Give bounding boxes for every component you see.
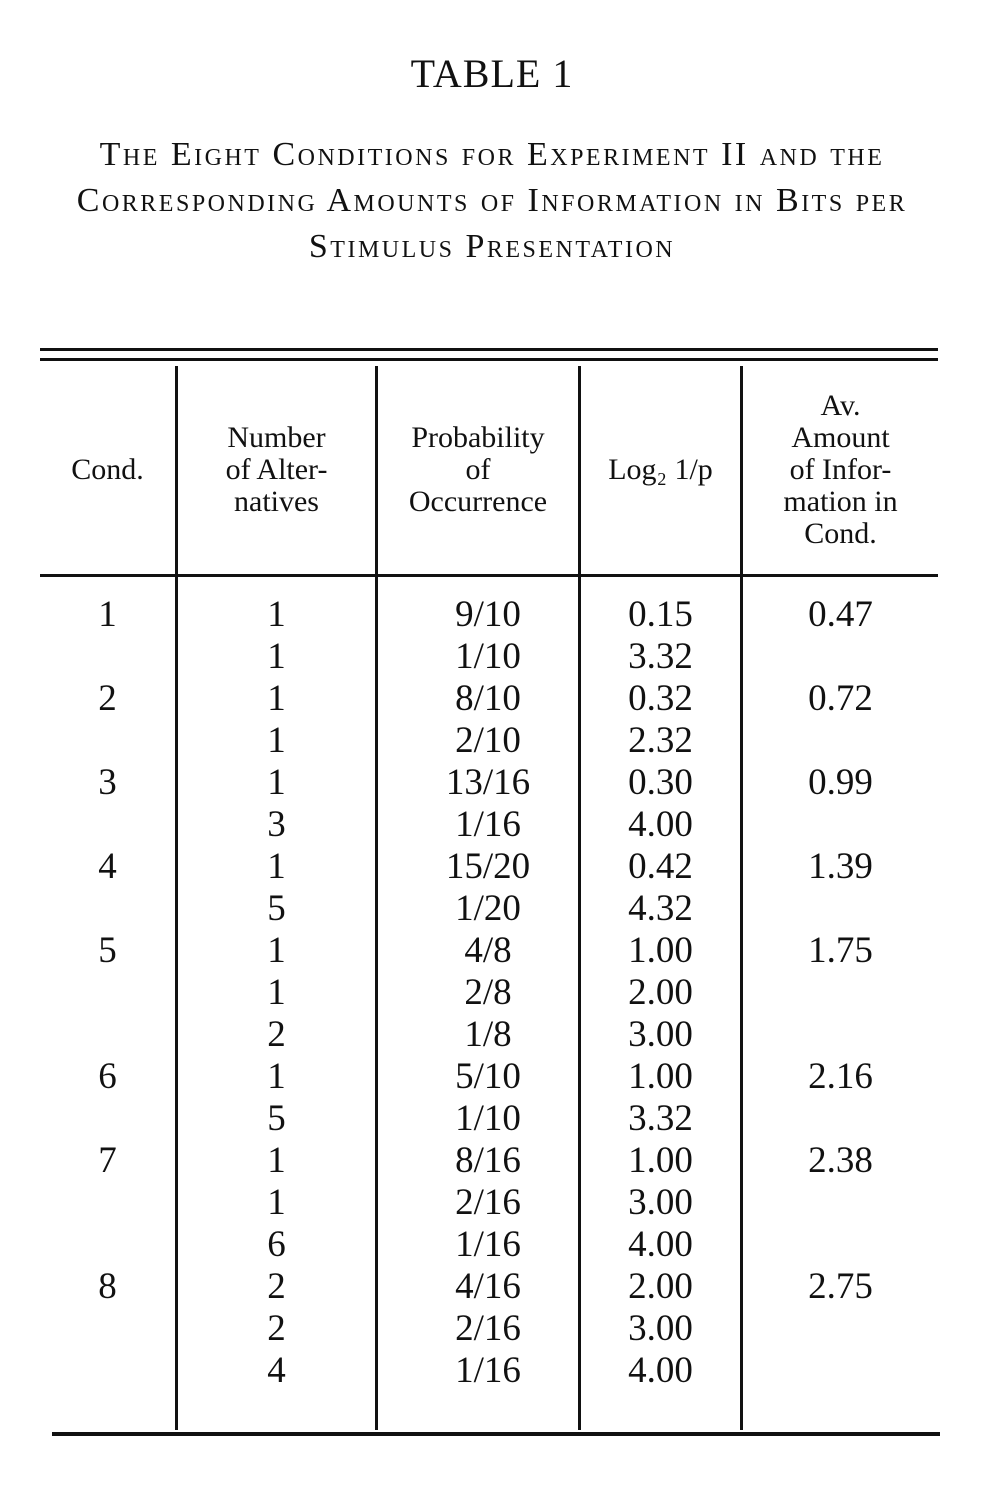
table-cell-prob: 2/8 — [464, 972, 512, 1013]
table-cell-num: 1 — [267, 678, 286, 719]
table-cell-log: 3.00 — [628, 1308, 693, 1349]
table-cell-num: 1 — [267, 594, 286, 635]
table-cell-num: 1 — [267, 846, 286, 887]
table-cell-num: 2 — [267, 1014, 286, 1055]
table-cell-prob: 1/10 — [455, 636, 521, 677]
column-cond — [40, 594, 175, 1392]
table-cell-prob: 9/10 — [455, 594, 521, 635]
table-cell-num: 4 — [267, 1350, 286, 1391]
column-log — [581, 594, 740, 1392]
table-cell-num: 1 — [267, 762, 286, 803]
table-cell-log: 2.32 — [628, 720, 693, 761]
table-cell-avg: 0.47 — [808, 594, 873, 635]
table-cell-cond — [40, 1014, 175, 1056]
header-average-information — [743, 366, 938, 574]
header-number-label: Number of Alter- natives — [225, 421, 328, 518]
table-cell-cond: 6 — [98, 1056, 117, 1097]
table-cell-num: 1 — [267, 972, 286, 1013]
table-cell-cond — [40, 804, 175, 846]
header-probability-label: Probability of Occurrence — [408, 421, 548, 518]
table-cell-avg: 0.99 — [808, 762, 873, 803]
table-cell-log: 3.00 — [628, 1182, 693, 1223]
header-log-label: Log₂ 1/p — [608, 453, 713, 486]
header-probability — [378, 366, 578, 574]
table-cell-prob: 8/16 — [455, 1140, 521, 1181]
table-cell-avg — [743, 1098, 938, 1140]
table-cell-avg — [743, 720, 938, 762]
table-cell-avg — [743, 636, 938, 678]
header-log — [581, 366, 740, 574]
table-cell-num: 1 — [267, 1140, 286, 1181]
table-cell-cond: 7 — [98, 1140, 117, 1181]
table-cell-cond — [40, 1224, 175, 1266]
table-cell-avg: 2.16 — [808, 1056, 873, 1097]
table-cell-num: 5 — [267, 1098, 286, 1139]
table-cell-prob: 1/16 — [455, 804, 521, 845]
table-cell-avg — [743, 804, 938, 846]
table-cell-num: 2 — [267, 1266, 286, 1307]
table-cell-avg — [743, 1014, 938, 1056]
table-cell-num: 1 — [267, 930, 286, 971]
table-cell-log: 3.32 — [628, 636, 693, 677]
table-cell-cond — [40, 720, 175, 762]
column-average-information — [743, 594, 938, 1392]
table-cell-prob: 2/16 — [455, 1182, 521, 1223]
table-cell-avg: 2.38 — [808, 1140, 873, 1181]
table-cell-cond — [40, 972, 175, 1014]
table-cell-cond — [40, 1182, 175, 1224]
table-cell-cond: 5 — [98, 930, 117, 971]
header-cond-label: Cond. — [71, 453, 144, 486]
table-cell-cond: 3 — [98, 762, 117, 803]
table-cell-log: 4.00 — [628, 804, 693, 845]
table-cell-cond — [40, 636, 175, 678]
table-cell-prob: 13/16 — [445, 762, 531, 803]
table-cell-prob: 2/10 — [455, 720, 521, 761]
table-cell-log: 4.32 — [628, 888, 693, 929]
table-cell-avg — [743, 1182, 938, 1224]
top-rule-2 — [40, 358, 938, 361]
table-cell-prob: 4/8 — [464, 930, 512, 971]
table-cell-log: 0.42 — [628, 846, 693, 887]
table-cell-cond — [40, 1098, 175, 1140]
table-cell-num: 1 — [267, 1182, 286, 1223]
table-cell-prob: 1/16 — [455, 1350, 521, 1391]
table-cell-log: 1.00 — [628, 1140, 693, 1181]
table-cell-num: 1 — [267, 1056, 286, 1097]
bottom-rule — [52, 1432, 940, 1436]
table-cell-log: 0.30 — [628, 762, 693, 803]
table-cell-num: 6 — [267, 1224, 286, 1265]
table-cell-log: 2.00 — [628, 972, 693, 1013]
table-cell-avg: 1.75 — [808, 930, 873, 971]
table-cell-avg: 0.72 — [808, 678, 873, 719]
table-cell-cond — [40, 1350, 175, 1392]
table-cell-avg — [743, 1224, 938, 1266]
table-cell-cond — [40, 1308, 175, 1350]
header-average-label: Av. Amount of Infor- mation in Cond. — [783, 389, 898, 550]
table-cell-prob: 1/20 — [455, 888, 521, 929]
table-cell-cond: 2 — [98, 678, 117, 719]
table-cell-cond: 1 — [98, 594, 117, 635]
table-cell-log: 0.15 — [628, 594, 693, 635]
table-cell-cond — [40, 888, 175, 930]
table-cell-log: 3.32 — [628, 1098, 693, 1139]
table-cell-avg — [743, 1308, 938, 1350]
table-cell-prob: 15/20 — [445, 846, 531, 887]
header-cond — [40, 366, 175, 574]
top-rule-1 — [40, 348, 938, 351]
table-cell-prob: 4/16 — [455, 1266, 521, 1307]
table-cell-log: 1.00 — [628, 930, 693, 971]
table-cell-avg — [743, 888, 938, 930]
table-cell-log: 0.32 — [628, 678, 693, 719]
table-title: The Eight Conditions for Experiment II and the Corresponding Amounts of Information in Bits per Stimulus Presentation — [76, 136, 908, 265]
table-cell-num: 5 — [267, 888, 286, 929]
table-number: TABLE 1 — [410, 51, 574, 96]
column-probability — [378, 594, 598, 1392]
table-cell-log: 4.00 — [628, 1350, 693, 1391]
table-cell-log: 2.00 — [628, 1266, 693, 1307]
table-cell-prob: 1/8 — [464, 1014, 512, 1055]
table-cell-num: 1 — [267, 720, 286, 761]
table-cell-log: 1.00 — [628, 1056, 693, 1097]
table-cell-num: 1 — [267, 636, 286, 677]
table-cell-avg — [743, 972, 938, 1014]
table-cell-cond: 4 — [98, 846, 117, 887]
table-cell-log: 3.00 — [628, 1014, 693, 1055]
table-cell-num: 3 — [267, 804, 286, 845]
table-cell-prob: 2/16 — [455, 1308, 521, 1349]
table-cell-prob: 5/10 — [455, 1056, 521, 1097]
table-cell-num: 2 — [267, 1308, 286, 1349]
table-cell-avg — [743, 1350, 938, 1392]
table-cell-prob: 1/16 — [455, 1224, 521, 1265]
table-cell-avg: 2.75 — [808, 1266, 873, 1307]
column-number-of-alternatives — [178, 594, 375, 1392]
table-cell-cond: 8 — [98, 1266, 117, 1307]
table-cell-prob: 8/10 — [455, 678, 521, 719]
table-cell-log: 4.00 — [628, 1224, 693, 1265]
table-cell-prob: 1/10 — [455, 1098, 521, 1139]
header-number-of-alternatives — [178, 366, 375, 574]
table-cell-avg: 1.39 — [808, 846, 873, 887]
